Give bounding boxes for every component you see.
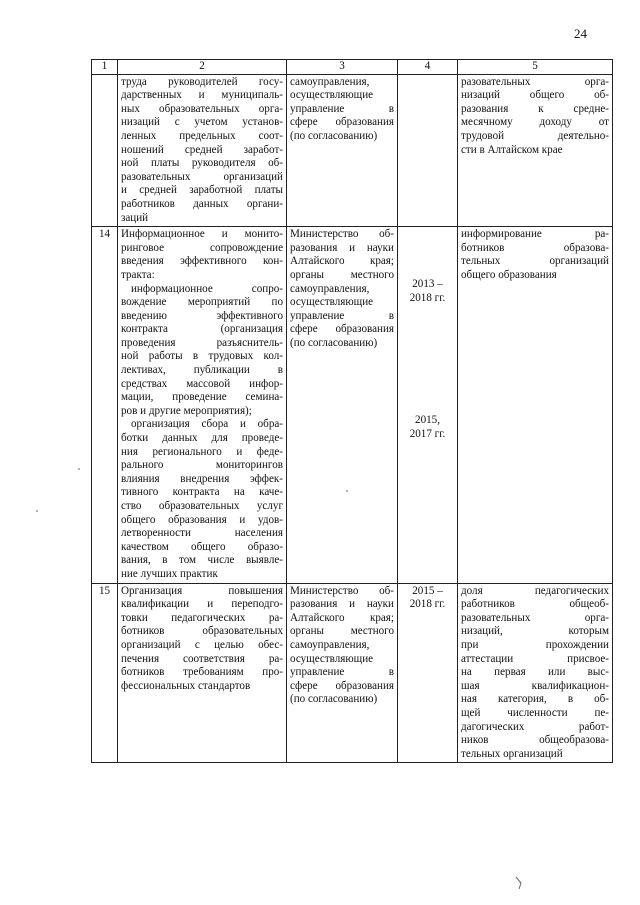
text-line: ство образовательных услуг — [121, 500, 283, 512]
period-block — [401, 278, 454, 305]
text-line: дарственных и муниципаль- — [121, 89, 283, 102]
period-cell — [398, 583, 458, 763]
table-header-row — [92, 60, 613, 75]
text-line: ров и другие мероприятия); — [121, 404, 252, 417]
text-line: разования и науки — [290, 598, 394, 611]
text-line: фессиональных стандартов — [121, 679, 251, 692]
text-line: при прохождении — [461, 638, 609, 651]
text-line: организаций с целью обес- — [121, 638, 283, 651]
period-text: 2015, — [415, 414, 440, 427]
text-line: лективах, публикации в — [121, 364, 283, 377]
text-line: влияния внедрения эффек- — [121, 472, 283, 485]
text-line: Алтайского края; — [290, 611, 394, 624]
column-header: 3 — [287, 60, 398, 75]
column-header: 1 — [92, 60, 118, 75]
text-line: качеством общего образо- — [121, 540, 283, 553]
text-line: ния регионального и феде- — [121, 445, 283, 458]
text-line: Министерство об- — [290, 584, 394, 597]
period-cell — [398, 74, 458, 227]
text-line: самоуправления, — [290, 75, 370, 88]
responsible-cell — [287, 227, 398, 583]
row-number-cell: 15 — [92, 583, 118, 763]
text-line: вождение мероприятий по — [121, 296, 283, 309]
text-line: тракта: — [121, 268, 155, 281]
period-text: 2015 – — [412, 584, 443, 597]
result-cell — [458, 227, 613, 583]
text-line: самоуправления, — [290, 282, 370, 295]
text-line: разовательных орга- — [461, 611, 609, 624]
text-line: управление в — [290, 309, 394, 322]
scan-tick-mark — [514, 876, 526, 890]
text-line: тельных организаций — [461, 255, 609, 268]
text-line: сфере образования — [290, 679, 394, 692]
text-line: ние лучших практик — [121, 567, 218, 580]
text-line: ринговое сопровождение — [121, 241, 283, 254]
text-line: (по согласованию) — [290, 129, 378, 142]
row-number-cell: 14 — [92, 227, 118, 583]
text-line: работников общеоб- — [461, 598, 609, 611]
scan-speck — [78, 468, 80, 470]
text-line: трудовой деятельно- — [461, 129, 609, 142]
row-number-cell — [92, 74, 118, 227]
text-line: работников данных органи- — [121, 197, 283, 210]
text-line: ботников требованиям про- — [121, 666, 283, 679]
scan-speck — [346, 490, 348, 492]
activity-paragraph — [121, 418, 283, 581]
text-line: Информационное и монито- — [121, 228, 283, 241]
responsible-cell — [287, 583, 398, 763]
text-line: сфере образования — [290, 323, 394, 336]
text-line: ной платы руководителя об- — [121, 157, 283, 170]
text-line: товки педагогических ра- — [121, 611, 283, 624]
text-line: введению эффективного — [121, 309, 283, 322]
responsible-cell — [287, 74, 398, 227]
text-line: вания, в том числе выявле- — [121, 554, 283, 567]
text-line: информационное сопро- — [131, 282, 283, 295]
text-line: рального мониторингов — [121, 459, 283, 472]
period-cell — [398, 227, 458, 583]
table-row — [92, 74, 613, 227]
text-line: управление в — [290, 102, 394, 115]
text-line: введения эффективного кон- — [121, 255, 283, 268]
text-line: труда руководителей госу- — [121, 75, 283, 88]
measures-table — [91, 59, 613, 763]
text-line: низаций с учетом установ- — [121, 116, 283, 129]
text-line: осуществляющие — [290, 296, 374, 309]
text-line: контракта (организация — [121, 323, 283, 336]
activity-cell — [118, 227, 287, 583]
text-line: щей численности пе- — [461, 706, 609, 719]
text-line: печения соответствия ра- — [121, 652, 283, 665]
column-header: 4 — [398, 60, 458, 75]
text-line: ботников образовательных — [121, 625, 283, 638]
text-line: доля педагогических — [461, 584, 609, 597]
period-text: 2013 – — [412, 278, 443, 291]
text-line: сфере образования — [290, 116, 394, 129]
text-line: Министерство об- — [290, 228, 394, 241]
text-line: низаций общего об- — [461, 89, 609, 102]
text-line: на первая или выс- — [461, 666, 609, 679]
text-line: средствах массовой инфор- — [121, 377, 283, 390]
result-cell — [458, 583, 613, 763]
text-line: квалификации и переподго- — [121, 598, 283, 611]
text-line: информирование ра- — [461, 228, 609, 241]
period-block — [401, 585, 454, 612]
period-text: 2018 гг. — [409, 598, 446, 611]
text-line: ленных предельных соот- — [121, 129, 283, 142]
text-line: разовательных организаций — [121, 170, 283, 183]
text-line: месячному доходу от — [461, 116, 609, 129]
text-line: организация сбора и обра- — [131, 418, 283, 431]
text-line: тивного контракта на каче- — [121, 486, 283, 499]
text-line: ной работы в трудовых кол- — [121, 350, 283, 363]
text-line: ботки данных для проведе- — [121, 432, 283, 445]
text-line: ная категория, в об- — [461, 693, 609, 706]
period-text: 2018 гг. — [409, 291, 446, 304]
activity-cell — [118, 74, 287, 227]
text-line: разования к средне- — [461, 102, 609, 115]
period-text: 2017 гг. — [409, 427, 446, 440]
result-cell — [458, 74, 613, 227]
text-line: проведения разъяснитель- — [121, 336, 283, 349]
text-line: общего образования — [461, 268, 557, 281]
text-line: заций — [121, 211, 149, 224]
text-line: ников общеобразова- — [461, 734, 609, 747]
text-line: шая квалификацион- — [461, 679, 609, 692]
activity-paragraph — [121, 283, 283, 419]
text-line: ношений средней заработ- — [121, 143, 283, 156]
text-line: общего образования и удов- — [121, 513, 283, 526]
activity-paragraph — [121, 228, 283, 282]
text-line: сти в Алтайском крае — [461, 143, 563, 156]
text-line: управление в — [290, 666, 394, 679]
text-line: Организация повышения — [121, 584, 283, 597]
text-line: и средней заработной платы — [121, 184, 283, 197]
text-line: дагогических работ- — [461, 720, 609, 733]
table-row — [92, 583, 613, 763]
text-line: разовательных орга- — [461, 75, 609, 88]
text-line: тельных организаций — [461, 747, 563, 760]
activity-cell — [118, 583, 287, 763]
text-line: осуществляющие — [290, 652, 374, 665]
page-number: 24 — [574, 26, 587, 41]
column-header: 5 — [458, 60, 613, 75]
table-row — [92, 227, 613, 583]
text-line: низаций, которым — [461, 625, 609, 638]
period-block — [401, 414, 454, 441]
text-line: осуществляющие — [290, 89, 374, 102]
text-line: (по согласованию) — [290, 693, 378, 706]
text-line: разования и науки — [290, 241, 394, 254]
text-line: аттестации присвое- — [461, 652, 609, 665]
text-line: летворенности населения — [121, 527, 283, 540]
text-line: ботников образова- — [461, 241, 609, 254]
column-header: 2 — [118, 60, 287, 75]
text-line: (по согласованию) — [290, 336, 378, 349]
text-line: Алтайского края; — [290, 255, 394, 268]
text-line: ных образовательных орга- — [121, 102, 283, 115]
text-line: самоуправления, — [290, 638, 370, 651]
text-line: мации, проведение семина- — [121, 391, 283, 404]
text-line: органы местного — [290, 625, 394, 638]
scan-speck — [36, 510, 38, 512]
text-line: органы местного — [290, 268, 394, 281]
